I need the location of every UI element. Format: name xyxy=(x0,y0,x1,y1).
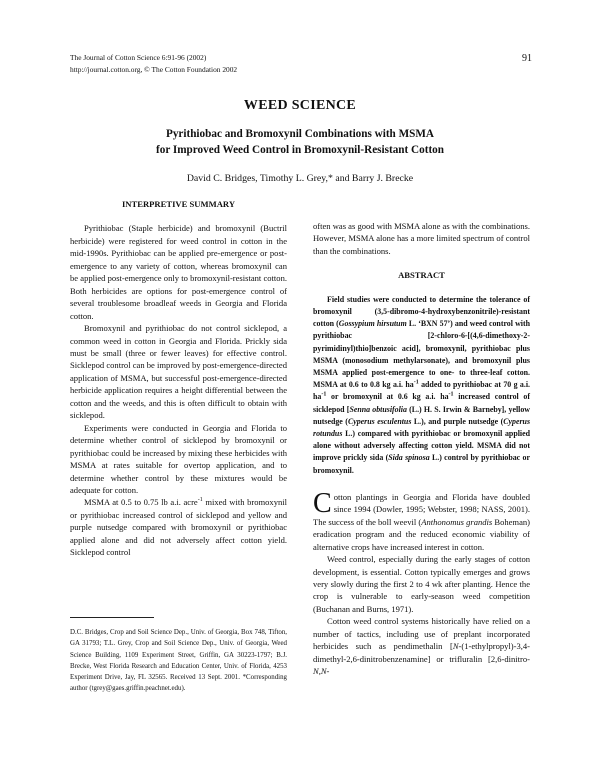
author-affiliations-footnote: D.C. Bridges, Crop and Soil Science Dep., Univ. of Georgia, Box 748, Tifton, GA 31793; T.L. Grey, Crop and Soil Science Dep., Univ. of Georgia, Weed Science Building, 1109 Experiment Street, Griffin, GA 30223-1797; B.J. Brecke, West Florida Research and Education Center, Univ. of Florida, 4253 Experiment Drive, Jay, FL 32565. Received 13 Sept. 2001. *Corresponding author (tgrey@gaes.griffin.peachnet.edu). xyxy=(70,629,287,693)
right-column xyxy=(313,220,530,678)
footnote-rule xyxy=(70,617,154,618)
journal-citation: The Journal of Cotton Science 6:91-96 (2002) xyxy=(70,53,207,62)
body-p1-a: otton plantings in Georgia and Florida have doubled since 1994 (Dowler, 1995; Webster, 1998; NASS, 2001). The success of the boll weevil ( xyxy=(313,491,530,527)
body-p3-e: - xyxy=(326,666,330,677)
body-p1-c: Boheman) eradication program and the reduced economic viability of alternative crops have increased interest in cotton. xyxy=(313,516,530,552)
abs-t5: or bromoxynil at 0.6 kg a.i. ha xyxy=(326,392,449,402)
drop-cap: C xyxy=(313,487,332,519)
abs-t6: increased control of sicklepod [ xyxy=(313,392,530,414)
body-p3-c: -(1-ethylpropyl)-3,4-dimethyl-2,6-dinitrobenzenamine] or trifluralin [2,6-dinitro- xyxy=(313,641,530,664)
summary-paragraph-1: Pyrithiobac (Staple herbicide) and bromoxynil (Buctril herbicide) were registered for weed control in cotton in the mid-1990s. Pyrithiobac can be applied pre-emergence or post-emergence to any variety of cotton, whereas bromoxynil can be applied post-emergence only to bromoxynil-resistant cotton. Both herbicides are options for post-emergence control of several troublesome broadleaf weeds in Georgia and Florida cotton. xyxy=(70,223,287,321)
section-title: WEED SCIENCE xyxy=(243,98,357,113)
body-paragraph-3 xyxy=(313,615,530,677)
abstract-heading: ABSTRACT xyxy=(398,270,445,281)
journal-url: http://journal.cotton.org, © The Cotton Foundation 2002 xyxy=(70,65,238,74)
abs-t9: Cyperus esculentus xyxy=(347,416,412,426)
abs-t8: (L.) H. S. Irwin & Barneby], yellow nutsedge ( xyxy=(313,404,530,426)
abs-t14: L.) control by pyrithiobac or bromoxynil. xyxy=(313,453,530,475)
abs-t3: L. ‘BXN 57’) and weed control with pyrithiobac [2-chloro-6-[(4,6-dimethoxy-2-pyrimidinyl)thio]benzoic acid], bromoxynil, pyrithiobac plus MSMA (monosodium methylarsonate), and bromoxynil plus MSMA applied post-emergence to one- to three-leaf cotton. MSMA at 0.6 to 0.8 kg a.i. ha xyxy=(313,319,530,390)
summary-paragraph-3: Experiments were conducted in Georgia and Florida to determine whether control of sicklepod by bromoxynil or pyrithiobac could be increased by mixing these herbicides with MSMA at rates suitable for overtop application, and to determine whether control by these mixtures would be adequate for cotton. xyxy=(70,422,287,495)
abstract-text xyxy=(313,294,530,477)
abs-t12: L.) compared with pyrithiobac or bromoxynil applied alone without adversely affecting cotton yield. MSMA did not improve prickly sida ( xyxy=(313,429,530,463)
body-paragraph-1 xyxy=(313,487,530,553)
article-title xyxy=(60,126,540,158)
summary-p4-text-a: MSMA at 0.5 to 0.75 lb a.i. acre xyxy=(84,497,198,508)
title-line-2: for Improved Weed Control in Bromoxynil-Resistant Cotton xyxy=(156,144,444,156)
summary-paragraph-2: Bromoxynil and pyrithiobac do not control sicklepod, a common weed in cotton in Georgia and Florida. Prickly sida must be small (three or fewer leaves) for effective control. Sicklepod control can be improved by post-emergence-directed application of MSMA, but successful post-emergence-directed herbicide application requires a height differential between the cotton and the weeds, and this is often difficult to obtain with sicklepod. xyxy=(70,323,287,421)
running-header xyxy=(70,52,237,76)
title-line-1: Pyrithiobac and Bromoxynil Combinations with MSMA xyxy=(165,128,434,140)
author-list: David C. Bridges, Timothy L. Grey,* and Barry J. Brecke xyxy=(186,173,414,184)
summary-heading: INTERPRETIVE SUMMARY xyxy=(121,199,236,209)
abs-t1: Field studies were conducted to determine the tolerance of bromoxynil (3,5-dibromo-4-hydroxybenzonitrile)-resistant cotton ( xyxy=(313,294,530,329)
abs-t11: Cyperus rotundus xyxy=(313,416,531,439)
body-p3-a: Cotton weed control systems historically have relied on a number of tactics, including use of preplant incorporated herbicides such as pendimethalin [ xyxy=(313,616,530,652)
body-p3-b: N xyxy=(452,641,459,652)
summary-p4-sup: -1 xyxy=(197,497,203,504)
summary-paragraph-4 xyxy=(70,496,287,558)
body-paragraph-2: Weed control, especially during the early stages of cotton development, is essential. Cotton typically emerges and grows very slowly during the first 2 to 4 wk after planting. Hence the crop is vulnerable to early-season weed competition (Buchanan and Burns, 1971). xyxy=(313,554,530,614)
abs-t7: Senna obtusifolia xyxy=(349,404,407,414)
abs-t10: L.), and purple nutsedge ( xyxy=(411,416,504,426)
abs-t13: Sida spinosa xyxy=(388,453,430,463)
abs-sup-3: -1 xyxy=(448,391,454,398)
abs-sup-1: -1 xyxy=(413,379,419,386)
abs-t2: Gossypium hirsutum xyxy=(338,319,407,329)
abs-t4: added to pyrithiobac at 70 g a.i. ha xyxy=(313,380,530,402)
left-column xyxy=(70,198,287,559)
summary-continued: often was as good with MSMA alone as with the combinations. However, MSMA alone has a more limited spectrum of control than the combinations. xyxy=(313,221,530,256)
body-p1-b: Anthonomus grandis xyxy=(421,516,493,527)
page-number: 91 xyxy=(522,53,532,64)
abs-sup-2: -1 xyxy=(321,391,327,398)
summary-p4-text-b: mixed with bromoxynil or pyrithiobac increased control of sicklepod and yellow and purple nutsedge compared with bromoxynil or pyrithiobac applied alone and did not adversely affect cotton yield. Sicklepod control xyxy=(70,497,287,558)
body-p3-d: N,N xyxy=(313,666,327,677)
